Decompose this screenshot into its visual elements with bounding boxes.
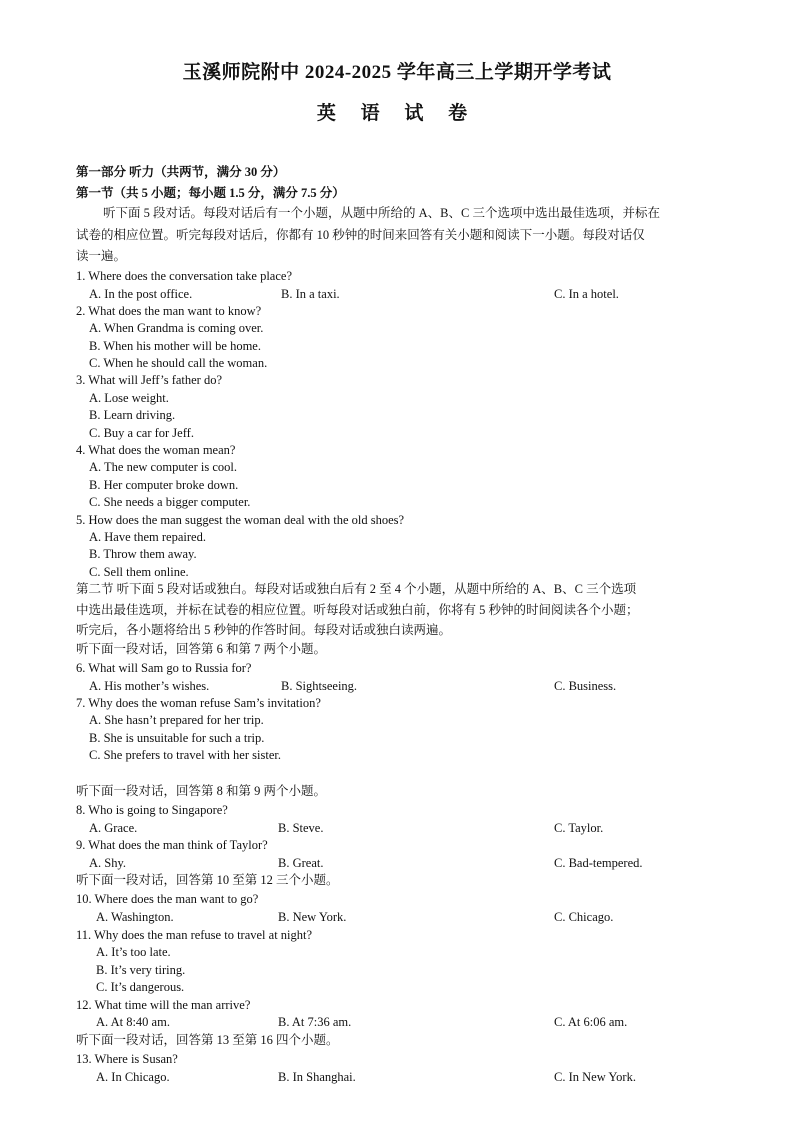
question-stem: 11. Why does the man refuse to travel at night? (76, 928, 313, 942)
option-a: A. At 8:40 am. (96, 1015, 170, 1029)
section2-instruction-line: 第二节 听下面 5 段对话或独白。每段对话或独白后有 2 至 4 个小题，从题中所给的 A、B、C 三个选项 (76, 582, 637, 596)
option-a: A. Shy. (89, 856, 127, 870)
option-a: A. Washington. (96, 910, 174, 924)
question-stem: 4. What does the woman mean? (76, 443, 236, 457)
option-a: A. Have them repaired. (89, 530, 206, 544)
group-instruction: 听下面一段对话，回答第 13 至第 16 四个小题。 (76, 1033, 339, 1047)
exam-subtitle: 英 语 试 卷 (316, 103, 478, 124)
option-c: C. She needs a bigger computer. (89, 495, 251, 509)
option-b: B. At 7:36 am. (278, 1015, 352, 1029)
option-b: B. Her computer broke down. (89, 478, 239, 492)
option-c: C. Bad-tempered. (554, 856, 643, 870)
option-a: A. Grace. (89, 821, 138, 835)
option-c: C. Chicago. (554, 910, 614, 924)
option-c: C. Sell them online. (89, 565, 189, 579)
section1-instruction-line: 读一遍。 (76, 249, 127, 263)
question-stem: 13. Where is Susan? (76, 1052, 178, 1066)
option-b: B. New York. (278, 910, 347, 924)
question-stem: 5. How does the man suggest the woman deal with the old shoes? (76, 513, 405, 527)
option-b: B. In Shanghai. (278, 1070, 356, 1084)
option-a: A. Lose weight. (89, 391, 169, 405)
option-b: B. Learn driving. (89, 408, 176, 422)
option-b: B. When his mother will be home. (89, 339, 261, 353)
exam-title: 玉溪师院附中 2024-2025 学年高三上学期开学考试 (182, 62, 612, 83)
option-c: C. Buy a car for Jeff. (89, 426, 194, 440)
option-b: B. In a taxi. (281, 287, 340, 301)
section1-instruction-line: 听下面 5 段对话。每段对话后有一个小题，从题中所给的 A、B、C 三个选项中选出最佳选项，并标在 (103, 206, 660, 220)
option-c: C. When he should call the woman. (89, 356, 268, 370)
group-instruction: 听下面一段对话，回答第 8 和第 9 两个小题。 (76, 784, 327, 798)
option-b: B. Great. (278, 856, 324, 870)
group-instruction: 听下面一段对话，回答第 6 和第 7 两个小题。 (76, 642, 327, 656)
question-stem: 9. What does the man think of Taylor? (76, 838, 268, 852)
question-stem: 3. What will Jeff’s father do? (76, 373, 223, 387)
question-stem: 7. Why does the woman refuse Sam’s invitation? (76, 696, 321, 710)
option-a: A. It’s too late. (96, 945, 171, 959)
option-c: C. In a hotel. (554, 287, 619, 301)
question-stem: 2. What does the man want to know? (76, 304, 262, 318)
option-a: A. She hasn’t prepared for her trip. (89, 713, 264, 727)
option-a: A. In the post office. (89, 287, 193, 301)
group-instruction: 听下面一段对话，回答第 10 至第 12 三个小题。 (76, 873, 339, 887)
option-a: A. When Grandma is coming over. (89, 321, 264, 335)
option-a: A. The new computer is cool. (89, 460, 237, 474)
section1-instruction-line: 试卷的相应位置。听完每段对话后，你都有 10 秒钟的时间来回答有关小题和阅读下一小题。每段对话仅 (76, 228, 645, 242)
option-c: C. It’s dangerous. (96, 980, 185, 994)
section2-instruction-line: 中选出最佳选项，并标在试卷的相应位置。听每段对话或独白前，你将有 5 秒钟的时间阅读各个小题； (76, 603, 639, 617)
option-a: A. In Chicago. (96, 1070, 170, 1084)
option-a: A. His mother’s wishes. (89, 679, 210, 693)
option-b: B. She is unsuitable for such a trip. (89, 731, 265, 745)
part1-heading: 第一部分 听力（共两节，满分 30 分） (76, 165, 286, 179)
option-c: C. At 6:06 am. (554, 1015, 628, 1029)
option-b: B. Sightseeing. (281, 679, 358, 693)
section1-heading: 第一节（共 5 小题；每小题 1.5 分，满分 7.5 分） (76, 186, 345, 200)
question-stem: 1. Where does the conversation take place? (76, 269, 292, 283)
question-stem: 8. Who is going to Singapore? (76, 803, 228, 817)
question-stem: 10. Where does the man want to go? (76, 892, 259, 906)
option-c: C. Taylor. (554, 821, 604, 835)
option-c: C. In New York. (554, 1070, 636, 1084)
option-c: C. Business. (554, 679, 617, 693)
option-b: B. Throw them away. (89, 547, 197, 561)
question-stem: 6. What will Sam go to Russia for? (76, 661, 252, 675)
option-b: B. Steve. (278, 821, 324, 835)
option-c: C. She prefers to travel with her sister. (89, 748, 281, 762)
question-stem: 12. What time will the man arrive? (76, 998, 251, 1012)
option-b: B. It’s very tiring. (96, 963, 186, 977)
section2-instruction-line: 听完后，各小题将给出 5 秒钟的作答时间。每段对话或独白读两遍。 (76, 623, 452, 637)
